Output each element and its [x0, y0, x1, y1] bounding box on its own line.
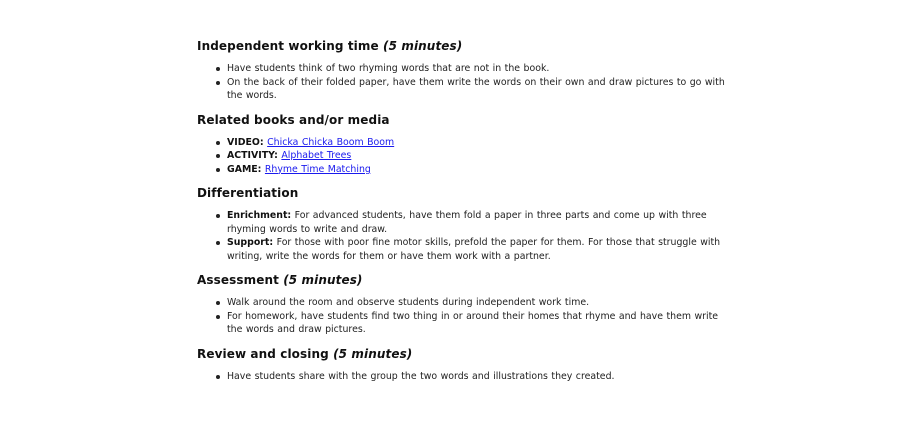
list-item: Have students think of two rhyming words that are not in the book. — [216, 62, 727, 76]
section-differentiation — [197, 185, 727, 263]
list-item: Have students share with the group the two words and illustrations they created. — [216, 370, 727, 384]
list-item — [216, 209, 727, 236]
list-item — [216, 149, 727, 163]
item-text: For advanced students, have them fold a paper in three parts and come up with three rhyming words to write and draw. — [227, 210, 707, 235]
bullet-list — [197, 296, 727, 337]
list-item — [216, 136, 727, 150]
bullet-list — [197, 370, 727, 384]
bullet-list — [197, 62, 727, 103]
section-heading-time: (5 minutes) — [333, 346, 413, 361]
list-item — [216, 236, 727, 263]
item-label: Enrichment: — [227, 210, 292, 221]
section-heading: Independent working time (5 minutes) — [197, 39, 463, 53]
list-item — [216, 163, 727, 177]
list-item: On the back of their folded paper, have them write the words on their own and draw pictures to go with the words. — [216, 76, 727, 103]
list-item: For homework, have students find two thing in or around their homes that rhyme and have them write the words and draw pictures. — [216, 310, 727, 337]
video-link[interactable]: Chicka Chicka Boom Boom — [267, 136, 395, 148]
section-heading-time: (5 minutes) — [283, 273, 363, 287]
section-review-and-closing — [197, 346, 727, 384]
section-assessment — [197, 272, 727, 337]
section-heading: Assessment (5 minutes) — [197, 273, 363, 287]
section-heading: Differentiation — [197, 186, 299, 200]
item-label: VIDEO: — [227, 136, 264, 148]
item-label: Support: — [227, 237, 274, 248]
section-heading-time: (5 minutes) — [383, 39, 463, 53]
bullet-list — [197, 209, 727, 263]
section-related-media — [197, 112, 727, 177]
item-label: GAME: — [227, 163, 262, 175]
item-text: For those with poor fine motor skills, prefold the paper for them. For those that struggle with writing, write the words for them or have them work with a partner. — [227, 237, 721, 262]
bullet-list — [197, 136, 727, 177]
game-link[interactable]: Rhyme Time Matching — [264, 163, 371, 175]
item-label: ACTIVITY: — [227, 150, 278, 161]
section-heading: Related books and/or media — [197, 112, 390, 127]
list-item: Walk around the room and observe students during independent work time. — [216, 296, 727, 310]
lesson-document — [197, 38, 727, 383]
section-heading: Review and closing (5 minutes) — [197, 346, 413, 361]
activity-link[interactable]: Alphabet Trees — [281, 150, 352, 161]
section-independent-working-time — [197, 38, 727, 103]
